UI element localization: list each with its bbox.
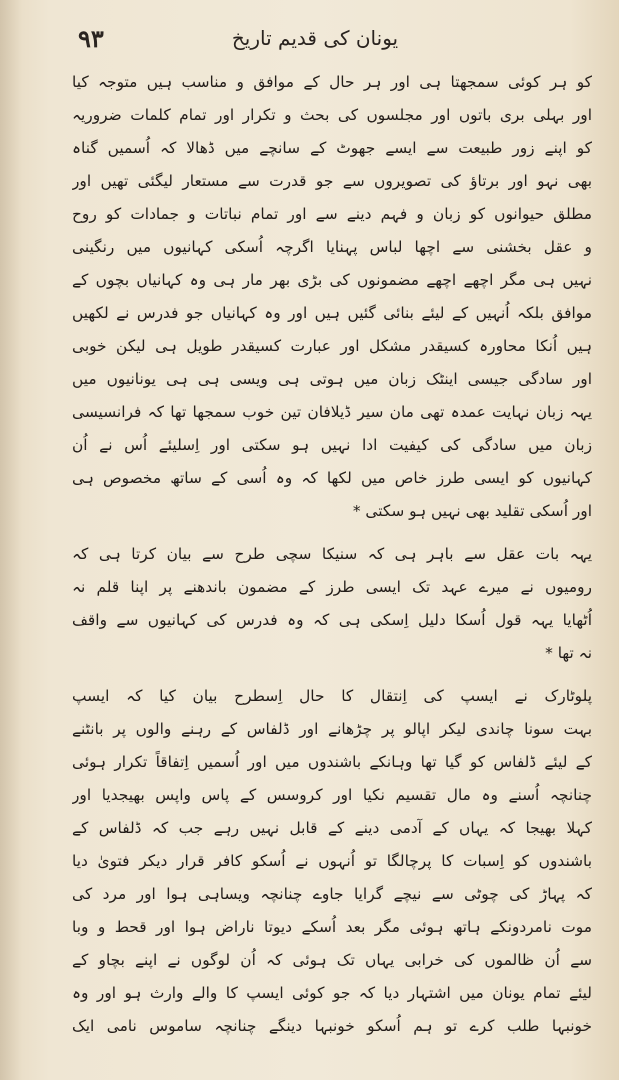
text-line: رومیوں نے میرے عہد تک ایسی طرز کے مضمون باندھنے پر اپنا قلم نہ bbox=[72, 578, 592, 596]
text-line: اور اُسکی تقلید بھی نہیں ہو سکتی * bbox=[352, 502, 592, 520]
text-line: باشندوں کو اِسبات کا پرچالگا تو اُنہوں نے اُسکو کافر قرار دیکر فتویٰ دیا bbox=[72, 852, 592, 870]
text-line: و عقل بخشنی سے اچھا لباس پہنایا اگرچہ اُسکی کہانیوں میں رنگینی bbox=[72, 238, 592, 256]
paragraph-1 bbox=[72, 66, 592, 528]
paragraph-gap bbox=[72, 670, 592, 680]
running-head: یونان کی قدیم تاریخ bbox=[231, 26, 399, 50]
page-number: ٩٣ bbox=[78, 24, 104, 53]
binding-shadow bbox=[0, 0, 22, 1080]
text-line: کو اپنے زور طبیعت سے ایسے جھوٹ کے سانچے میں ڈھالا کہ اُسمیں گناہ bbox=[72, 139, 592, 157]
text-line: موت نامردونکے ہاتھ ہوئی مگر بعد اُسکے دیوتا ناراض ہوا اور قحط و وبا bbox=[72, 918, 592, 936]
text-line: نہیں ہی مگر اچھے اچھے مضمونوں کی بڑی بھر مار ہی وہ کہانیاں بچوں کے bbox=[72, 271, 592, 289]
text-line: بھی نہو اور برتاؤ کی تصویروں سے جو قدرت سے مستعار لیگئی تھیں اور bbox=[72, 172, 592, 190]
text-line: چنانچہ اُسنے وہ مال تقسیم نکیا اور کروسس کے پاس واپس بھیجدیا اور bbox=[72, 786, 592, 804]
text-line: سے اُن ظالموں کی خرابی یہاں تک ہوئی کہ اُن لوگوں نے اپنے بچاو کے bbox=[72, 951, 592, 969]
text-line: مطلق حیوانوں کو زبان و فہم دینے سے اور تمام نباتات و جمادات کو روح bbox=[72, 205, 592, 223]
text-line: ہیں اُنکا محاورہ کسیقدر مشکل اور عبارت کسیقدر طویل ہی لیکن خوبی bbox=[72, 337, 592, 355]
text-line: یہہ بات عقل سے باہر ہی کہ سنیکا سچی طرح سے بیان کرتا ہی کہ bbox=[72, 545, 592, 563]
text-line: نہ تھا * bbox=[545, 644, 592, 662]
text-line: یہہ زبان نہایت عمدہ تھی مان سیر ڈیلافان تین خوب سمجھا تھا کہ فرانسیسی bbox=[72, 403, 592, 421]
text-line: پلوٹارک نے ایسپ کی اِنتقال کا حال اِسطرح بیان کیا کہ ایسپ bbox=[72, 687, 592, 705]
text-line: زبان میں سادگی کی کیفیت ادا نہیں ہو سکتی اور اِسلیئے اُس نے اُن bbox=[72, 436, 592, 454]
text-line: کو ہر کوئی سمجھتا ہی اور ہر حال کے موافق و مناسب ہیں متوجہ کیا bbox=[72, 73, 592, 91]
text-line: کہ پہاڑ کی چوٹی سے نیچے گرایا جاوے چنانچہ ویساہی ہوا اور مرد کی bbox=[72, 885, 592, 903]
text-line: اُٹھایا یہہ قول اُسکا دلیل اِسکی ہی کہ وہ فدرس کی کہانیوں سے واقف bbox=[72, 611, 592, 629]
text-line: کہلا بھیجا کہ یہاں کے آدمی دینے کے قابل نہیں رہے جب کہ ڈلفاس کے bbox=[72, 819, 592, 837]
paragraph-gap bbox=[72, 528, 592, 538]
text-line: اور بہلی بری باتوں اور مجلسوں کی بحث و تکرار اور تمام کلمات ضروریہ bbox=[72, 106, 592, 124]
text-line: اور سادگی جیسی اینٹک زبان میں ہوتی ہی ویسی ہی ہی یونانیوں میں bbox=[72, 370, 592, 388]
paragraph-2 bbox=[72, 538, 592, 670]
text-line: موافق بلکہ اُنہیں کے لیئے بنائی گئیں ہیں اور وہ کہانیاں جو فدرس نے لکھیں bbox=[72, 304, 592, 322]
paragraph-3 bbox=[72, 680, 592, 1043]
page-header bbox=[0, 24, 619, 64]
text-line: کہانیوں کو ایسی طرز خاص میں لکھا کہ وہ اُسی کے ساتھ مخصوص ہی bbox=[72, 469, 592, 487]
text-line: خونبہا طلب کرے تو ہم اُسکو خونبہا دینگے چنانچہ ساموس نامی ایک bbox=[72, 1017, 592, 1035]
text-line: کے لیئے ڈلفاس کو گیا تھا وہانکے باشندوں میں اور اُسمیں اِتفاقاً تکرار ہوئی bbox=[72, 753, 592, 771]
body-text bbox=[72, 66, 592, 1043]
text-line: بہت سونا چاندی لیکر اپالو پر چڑھانے اور ڈلفاس کے رہنے والوں پر بانٹنے bbox=[72, 720, 592, 738]
text-line: لیئے تمام یونان میں اشتہار دیا کہ جو کوئی ایسپ کا والے وارث ہو اور وہ bbox=[72, 984, 592, 1002]
